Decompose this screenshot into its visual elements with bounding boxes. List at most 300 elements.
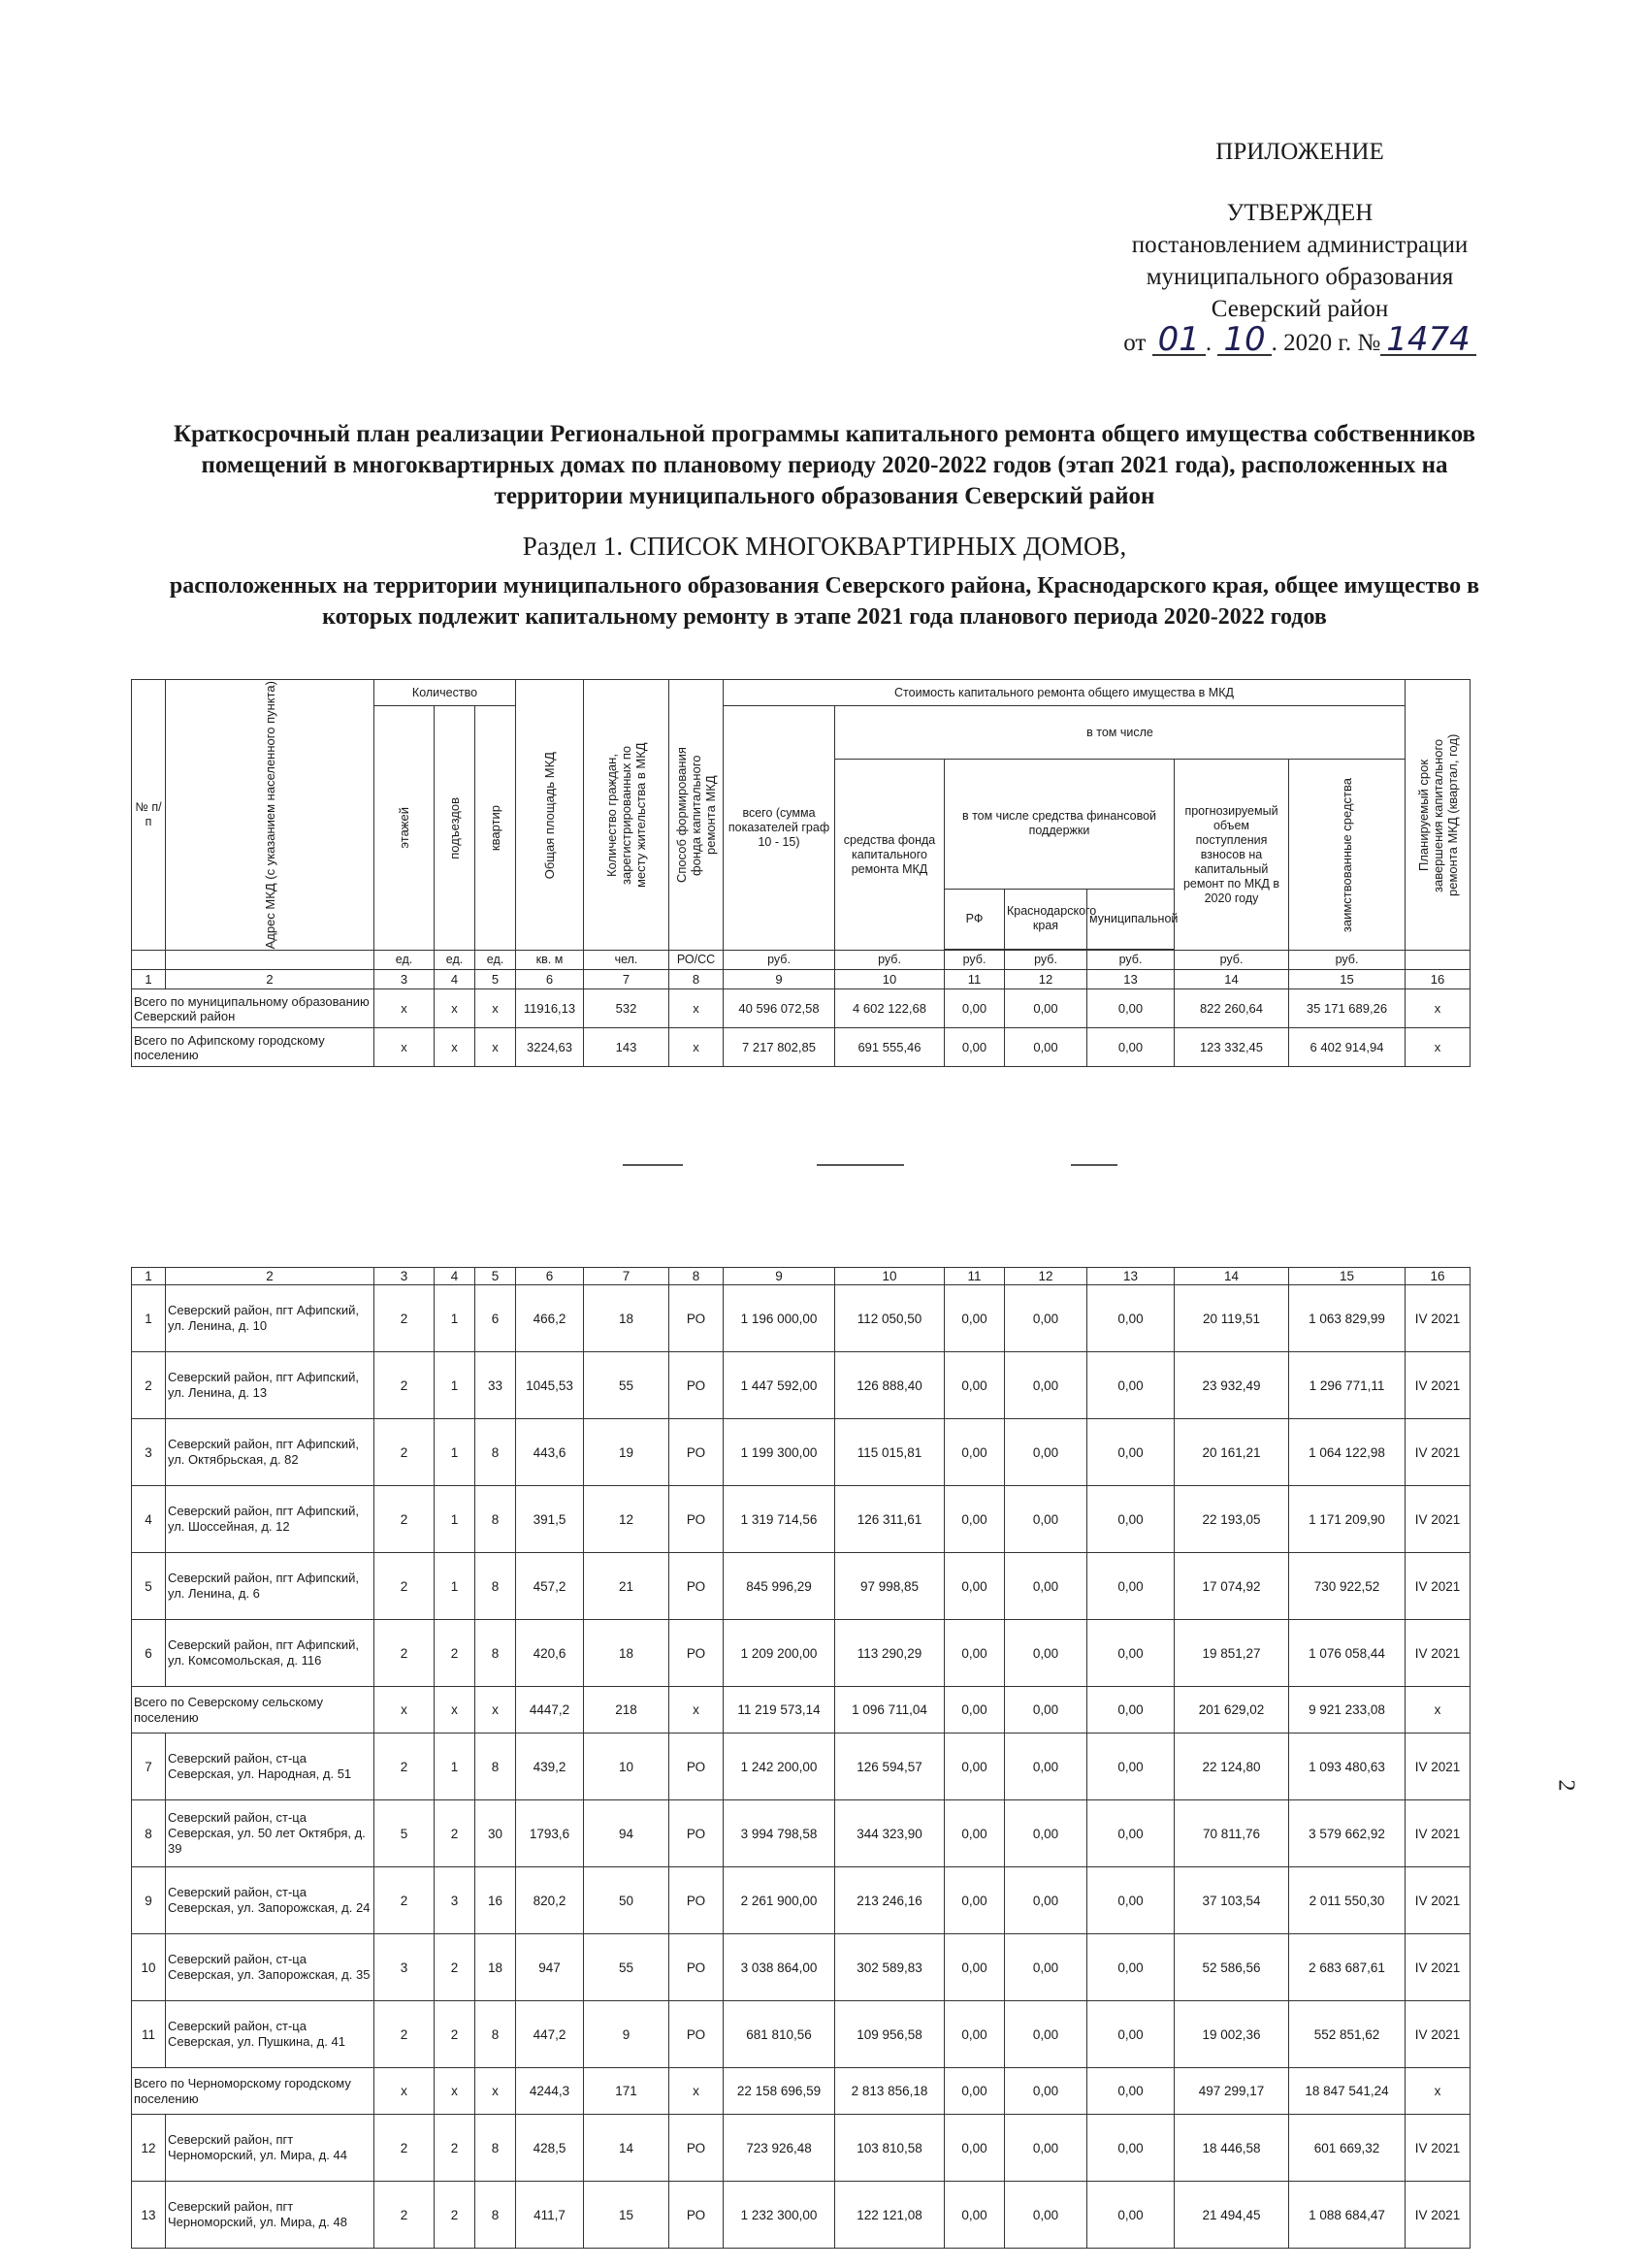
table-cell: 0,00 [945, 1620, 1005, 1687]
table-cell: 9 [584, 2001, 669, 2068]
table-cell: 19 851,27 [1175, 1620, 1289, 1687]
table-cell: 126 311,61 [835, 1486, 945, 1553]
header-entrances-text: подъездов [447, 796, 462, 859]
table-cell: 302 589,83 [835, 1934, 945, 2001]
address-cell: Северский район, ст-ца Северская, ул. Запорожская, д. 24 [166, 1867, 374, 1934]
table-cell: 344 323,90 [835, 1800, 945, 1867]
row-number: 13 [132, 2182, 166, 2249]
table-cell: 123 332,45 [1175, 1028, 1289, 1067]
table-cell: 18 [584, 1620, 669, 1687]
subtotal-label: Всего по Черноморскому городскому поселению [132, 2068, 374, 2115]
address-cell: Северский район, ст-ца Северская, ул. Народная, д. 51 [166, 1733, 374, 1800]
table-cell: 0,00 [1087, 1419, 1175, 1486]
table-cell: 2 [374, 1867, 435, 1934]
table-cell: 4 602 122,68 [835, 989, 945, 1028]
table-cell: 126 888,40 [835, 1352, 945, 1419]
table-cell: 457,2 [516, 1553, 584, 1620]
table-cell: x [435, 2068, 475, 2115]
address-cell: Северский район, ст-ца Северская, ул. Пушкина, д. 41 [166, 2001, 374, 2068]
column-number-cell: 11 [945, 1268, 1005, 1285]
header-area-text: Общая площадь МКД [542, 751, 557, 879]
table-cell: 0,00 [1087, 1285, 1175, 1352]
table-cell: 0,00 [1005, 1800, 1087, 1867]
address-cell: Северский район, пгт Афипский, ул. Октябрьская, д. 82 [166, 1419, 374, 1486]
table-cell: 2 [435, 2001, 475, 2068]
header-total-cost: всего (сумма показателей граф 10 - 15) [724, 706, 835, 951]
table-cell: РО [669, 1620, 724, 1687]
table-cell: 0,00 [1005, 2115, 1087, 2182]
table-cell: 2 [435, 1620, 475, 1687]
table-cell: 112 050,50 [835, 1285, 945, 1352]
table-cell: РО [669, 1553, 724, 1620]
column-number-cell: 4 [435, 1268, 475, 1285]
table-cell: 0,00 [945, 1486, 1005, 1553]
column-numbers-row [132, 970, 1471, 989]
table-cell: 2 [374, 1620, 435, 1687]
table-cell: 3 579 662,92 [1289, 1800, 1406, 1867]
column-number-cell: 13 [1087, 1268, 1175, 1285]
table-cell: РО [669, 1419, 724, 1486]
summary-row [132, 989, 1471, 1028]
column-number-cell: 14 [1175, 1268, 1289, 1285]
table-cell: 1 096 711,04 [835, 1687, 945, 1733]
table-row [132, 1553, 1471, 1620]
table-cell: 820,2 [516, 1867, 584, 1934]
header-residents-text: Количество граждан, зарегистрированных по месту жительства в МКД [604, 742, 648, 888]
table-cell: 532 [584, 989, 669, 1028]
table-cell: IV 2021 [1406, 1867, 1471, 1934]
table-cell: 0,00 [1005, 1687, 1087, 1733]
unit-cell: РО/СС [669, 951, 724, 970]
header-address-text: Адрес МКД (с указанием населенного пункта) [262, 681, 277, 950]
table-row [132, 1620, 1471, 1687]
table-cell: x [475, 989, 516, 1028]
table-cell: 2 [374, 1352, 435, 1419]
table-cell: 0,00 [1087, 2001, 1175, 2068]
table-cell: 1 [435, 1733, 475, 1800]
table-cell: 16 [475, 1867, 516, 1934]
header-fund-method [669, 680, 724, 951]
table-cell: 1 088 684,47 [1289, 2182, 1406, 2249]
address-cell: Северский район, пгт Афипский, ул. Шоссейная, д. 12 [166, 1486, 374, 1553]
column-number-cell: 2 [166, 1268, 374, 1285]
table-cell: 0,00 [945, 1934, 1005, 2001]
address-cell: Северский район, пгт Черноморский, ул. Мира, д. 48 [166, 2182, 374, 2249]
table-cell: 21 [584, 1553, 669, 1620]
table-cell: 2 [374, 1419, 435, 1486]
table-cell: 1 196 000,00 [724, 1285, 835, 1352]
table-cell: 1 209 200,00 [724, 1620, 835, 1687]
table-row [132, 2115, 1471, 2182]
header-cost-group: Стоимость капитального ремонта общего имущества в МКД [724, 680, 1406, 706]
table-cell: 14 [584, 2115, 669, 2182]
units-blank [132, 951, 166, 970]
table-cell: IV 2021 [1406, 1620, 1471, 1687]
table-cell: 0,00 [945, 1800, 1005, 1867]
table-cell: x [1406, 1687, 1471, 1733]
table-cell: 0,00 [945, 1352, 1005, 1419]
header-entrances [435, 706, 475, 951]
table-cell: 11 219 573,14 [724, 1687, 835, 1733]
address-cell: Северский район, ст-ца Северская, ул. 50 лет Октября, д. 39 [166, 1800, 374, 1867]
table-cell: 0,00 [1087, 2115, 1175, 2182]
column-number-cell: 5 [475, 1268, 516, 1285]
section-title: Раздел 1. СПИСОК МНОГОКВАРТИРНЫХ ДОМОВ, [522, 532, 1127, 561]
table-cell: 37 103,54 [1175, 1867, 1289, 1934]
table-cell: 9 921 233,08 [1289, 1687, 1406, 1733]
table-cell: 0,00 [1087, 2182, 1175, 2249]
table-cell: 1 [435, 1419, 475, 1486]
address-cell: Северский район, пгт Афипский, ул. Ленина, д. 6 [166, 1553, 374, 1620]
table-cell: 113 290,29 [835, 1620, 945, 1687]
table-cell: 19 [584, 1419, 669, 1486]
column-number-cell: 6 [516, 1268, 584, 1285]
table-cell: 0,00 [1005, 1419, 1087, 1486]
table-cell: IV 2021 [1406, 2001, 1471, 2068]
table-row [132, 1486, 1471, 1553]
table-cell: 122 121,08 [835, 2182, 945, 2249]
table-cell: x [374, 1028, 435, 1067]
table-cell: 1045,53 [516, 1352, 584, 1419]
table-cell: 845 996,29 [724, 1553, 835, 1620]
table-cell: IV 2021 [1406, 1934, 1471, 2001]
table-cell: 52 586,56 [1175, 1934, 1289, 2001]
table-cell: 11916,13 [516, 989, 584, 1028]
section-subtitle: расположенных на территории муниципального образования Северского района, Краснодарского края, общее имущество в которых подлежит капитальному ремонту в этапе 2021 года планового периода 2020-2022 годов [169, 573, 1480, 630]
approved-label: УТВЕРЖДЕН [1226, 200, 1374, 226]
table-cell: РО [669, 1934, 724, 2001]
row-number: 11 [132, 2001, 166, 2068]
row-number: 9 [132, 1867, 166, 1934]
column-number-cell: 13 [1087, 970, 1175, 989]
table-cell: 2 [435, 1934, 475, 2001]
table-cell: 109 956,58 [835, 2001, 945, 2068]
table-cell: 18 [584, 1285, 669, 1352]
table-cell: 22 193,05 [1175, 1486, 1289, 1553]
column-number-cell: 15 [1289, 1268, 1406, 1285]
header-including: в том числе [835, 706, 1406, 760]
header-apartments-text: квартир [488, 805, 502, 852]
header-borrowed-text: заимствованные средства [1340, 777, 1354, 932]
column-number-cell: 9 [724, 970, 835, 989]
table-cell: 50 [584, 1867, 669, 1934]
approval-line-2: муниципального образования [1146, 264, 1454, 290]
address-cell: Северский район, ст-ца Северская, ул. Запорожская, д. 35 [166, 1934, 374, 2001]
table-cell: 3 [374, 1934, 435, 2001]
column-number-cell: 12 [1005, 1268, 1087, 1285]
table-cell: IV 2021 [1406, 1733, 1471, 1800]
table-cell: 12 [584, 1486, 669, 1553]
table-cell: 0,00 [1087, 1867, 1175, 1934]
header-municipal: муниципальной [1087, 889, 1175, 949]
table-cell: IV 2021 [1406, 2115, 1471, 2182]
table-cell: 143 [584, 1028, 669, 1067]
table-cell: 126 594,57 [835, 1733, 945, 1800]
header-borrowed [1289, 760, 1406, 951]
table-cell: 0,00 [945, 1553, 1005, 1620]
table-cell: 18 446,58 [1175, 2115, 1289, 2182]
table-cell: 0,00 [1005, 1285, 1087, 1352]
table-cell: x [475, 1687, 516, 1733]
table-cell: 0,00 [1087, 1687, 1175, 1733]
table-cell: 0,00 [1087, 1553, 1175, 1620]
table-cell: 1 [435, 1486, 475, 1553]
column-number-cell: 2 [166, 970, 374, 989]
table-cell: 10 [584, 1733, 669, 1800]
table-row [132, 1800, 1471, 1867]
row-number: 1 [132, 1285, 166, 1352]
subtotal-label: Всего по Северскому сельскому поселению [132, 1687, 374, 1733]
table-cell: 2 [435, 2115, 475, 2182]
date-prefix: от [1123, 330, 1147, 356]
column-number-cell: 6 [516, 970, 584, 989]
table-cell: 1 171 209,90 [1289, 1486, 1406, 1553]
unit-cell: кв. м [516, 951, 584, 970]
approval-block [1096, 136, 1504, 359]
table-cell: x [669, 1687, 724, 1733]
table-cell: 0,00 [1005, 2182, 1087, 2249]
address-cell: Северский район, пгт Черноморский, ул. Мира, д. 44 [166, 2115, 374, 2182]
date-year: 2020 г. [1283, 330, 1352, 356]
table-cell: x [475, 1028, 516, 1067]
table-cell: 20 119,51 [1175, 1285, 1289, 1352]
header-residents [584, 680, 669, 951]
table-cell: 0,00 [1087, 989, 1175, 1028]
table-cell: 21 494,45 [1175, 2182, 1289, 2249]
table-cell: РО [669, 1352, 724, 1419]
table-cell: 947 [516, 1934, 584, 2001]
table-cell: 411,7 [516, 2182, 584, 2249]
header-deadline [1406, 680, 1471, 951]
table-cell: РО [669, 2115, 724, 2182]
table-cell: x [669, 989, 724, 1028]
table-cell: РО [669, 2182, 724, 2249]
table-cell: 2 [374, 1285, 435, 1352]
table-cell: 8 [475, 1620, 516, 1687]
column-number-cell: 10 [835, 970, 945, 989]
table-cell: 0,00 [1087, 1934, 1175, 2001]
table-cell: 0,00 [945, 2182, 1005, 2249]
table-cell: 18 847 541,24 [1289, 2068, 1406, 2115]
row-number: 2 [132, 1352, 166, 1419]
table-cell: 1 447 592,00 [724, 1352, 835, 1419]
unit-cell: руб. [1289, 951, 1406, 970]
table-cell: 8 [475, 2182, 516, 2249]
address-cell: Северский район, пгт Афипский, ул. Комсомольская, д. 116 [166, 1620, 374, 1687]
table-cell: 1 063 829,99 [1289, 1285, 1406, 1352]
column-number-cell: 9 [724, 1268, 835, 1285]
header-floors-text: этажей [397, 807, 411, 849]
table-cell: 2 [435, 1800, 475, 1867]
column-numbers-row [132, 1268, 1471, 1285]
summary-label: Всего по муниципальному образованию Северский район [132, 989, 374, 1028]
table-cell: 1 064 122,98 [1289, 1419, 1406, 1486]
table-cell: 0,00 [945, 989, 1005, 1028]
column-number-cell: 4 [435, 970, 475, 989]
header-forecast: прогнозируемый объем поступления взносов на капитальный ремонт по МКД в 2020 году [1175, 760, 1289, 951]
table-cell: 22 124,80 [1175, 1733, 1289, 1800]
table-cell: x [669, 1028, 724, 1067]
table-cell: 681 810,56 [724, 2001, 835, 2068]
header-floors [374, 706, 435, 951]
table-cell: 2 [374, 2001, 435, 2068]
table-cell: 601 669,32 [1289, 2115, 1406, 2182]
table-cell: 1 [435, 1553, 475, 1620]
table-cell: 3 994 798,58 [724, 1800, 835, 1867]
table-cell: 0,00 [1005, 2068, 1087, 2115]
table-cell: 94 [584, 1800, 669, 1867]
table-cell: 0,00 [1005, 1867, 1087, 1934]
table-cell: 1 296 771,11 [1289, 1352, 1406, 1419]
approval-line-3: Северский район [1211, 296, 1389, 322]
separator-dash [1071, 1164, 1117, 1166]
summary-label: Всего по Афипскому городскому поселению [132, 1028, 374, 1067]
column-number-cell: 3 [374, 970, 435, 989]
table-cell: 4244,3 [516, 2068, 584, 2115]
table-cell: 8 [475, 1553, 516, 1620]
table-cell: 447,2 [516, 2001, 584, 2068]
table-cell: 822 260,64 [1175, 989, 1289, 1028]
column-number-cell: 11 [945, 970, 1005, 989]
unit-cell: руб. [724, 951, 835, 970]
table-row [132, 2001, 1471, 2068]
table-cell: 439,2 [516, 1733, 584, 1800]
column-number-cell: 16 [1406, 970, 1471, 989]
table-cell: 0,00 [1087, 2068, 1175, 2115]
table-cell: 23 932,49 [1175, 1352, 1289, 1419]
table-cell: 0,00 [1087, 1352, 1175, 1419]
table-cell: IV 2021 [1406, 2182, 1471, 2249]
address-cell: Северский район, пгт Афипский, ул. Ленина, д. 10 [166, 1285, 374, 1352]
header-support: в том числе средства финансовой поддержки [945, 760, 1175, 890]
table-cell: 0,00 [1087, 1733, 1175, 1800]
table-cell: 0,00 [945, 1733, 1005, 1800]
table-cell: 391,5 [516, 1486, 584, 1553]
table-cell: 2 [374, 2182, 435, 2249]
houses-summary-table [131, 679, 1471, 1067]
table-cell: 8 [475, 1419, 516, 1486]
header-num: № п/п [132, 680, 166, 951]
table-cell: 3 [435, 1867, 475, 1934]
table-cell: 18 [475, 1934, 516, 2001]
page-number: 2 [1553, 1779, 1579, 1792]
table-cell: 17 074,92 [1175, 1553, 1289, 1620]
table-row [132, 2182, 1471, 2249]
table-cell: 0,00 [945, 1028, 1005, 1067]
table-cell: 213 246,16 [835, 1867, 945, 1934]
row-number: 7 [132, 1733, 166, 1800]
table-cell: x [475, 2068, 516, 2115]
table-cell: 1 [435, 1285, 475, 1352]
table-row [132, 1934, 1471, 2001]
unit-cell: руб. [945, 951, 1005, 970]
row-number: 3 [132, 1419, 166, 1486]
table-cell: 3224,63 [516, 1028, 584, 1067]
table-cell: 171 [584, 2068, 669, 2115]
table-cell: 1 [435, 1352, 475, 1419]
table-cell: 0,00 [1005, 1733, 1087, 1800]
row-number: 8 [132, 1800, 166, 1867]
table-cell: IV 2021 [1406, 1800, 1471, 1867]
table-cell: x [435, 1687, 475, 1733]
table-cell: 2 [374, 2115, 435, 2182]
table-cell: 55 [584, 1352, 669, 1419]
table-cell: 6 [475, 1285, 516, 1352]
column-number-cell: 7 [584, 1268, 669, 1285]
subtotal-row [132, 1687, 1471, 1733]
unit-cell: руб. [1175, 951, 1289, 970]
table-cell: 115 015,81 [835, 1419, 945, 1486]
table-cell: 497 299,17 [1175, 2068, 1289, 2115]
table-cell: IV 2021 [1406, 1553, 1471, 1620]
column-number-cell: 8 [669, 1268, 724, 1285]
table-cell: 420,6 [516, 1620, 584, 1687]
unit-cell: руб. [1087, 951, 1175, 970]
address-cell: Северский район, пгт Афипский, ул. Ленина, д. 13 [166, 1352, 374, 1419]
table-cell: 70 811,76 [1175, 1800, 1289, 1867]
table-cell: 1 242 200,00 [724, 1733, 835, 1800]
header-area [516, 680, 584, 951]
table-row [132, 1733, 1471, 1800]
approval-line-1: постановлением администрации [1131, 232, 1469, 258]
table-cell: 5 [374, 1800, 435, 1867]
table-cell: РО [669, 2001, 724, 2068]
table-row [132, 1419, 1471, 1486]
table-cell: РО [669, 1285, 724, 1352]
document-title: Краткосрочный план реализации Региональной программы капитального ремонта общего имущества собственников помещений в многоквартирных домах по плановому периоду 2020-2022 годов (этап 2021 года), расположенных на территории муниципального образования Северский район [174, 421, 1475, 509]
table-cell: 552 851,62 [1289, 2001, 1406, 2068]
column-number-cell: 15 [1289, 970, 1406, 989]
table-row [132, 1285, 1471, 1352]
table-cell: 15 [584, 2182, 669, 2249]
row-number: 10 [132, 1934, 166, 2001]
unit-cell: ед. [374, 951, 435, 970]
appendix-label: ПРИЛОЖЕНИЕ [1215, 139, 1384, 165]
table-cell: 218 [584, 1687, 669, 1733]
table-cell: 2 261 900,00 [724, 1867, 835, 1934]
table-cell: 8 [475, 1486, 516, 1553]
units-blank [166, 951, 374, 970]
table-cell: 1 093 480,63 [1289, 1733, 1406, 1800]
row-number: 4 [132, 1486, 166, 1553]
table-cell: 7 217 802,85 [724, 1028, 835, 1067]
table-cell: IV 2021 [1406, 1285, 1471, 1352]
table-cell: 8 [475, 2001, 516, 2068]
table-cell: 723 926,48 [724, 2115, 835, 2182]
header-quantity: Количество [374, 680, 516, 706]
table-cell: 2 [374, 1733, 435, 1800]
table-cell: 0,00 [945, 2001, 1005, 2068]
table-cell: 55 [584, 1934, 669, 2001]
header-address [166, 680, 374, 951]
table-cell: 0,00 [945, 1867, 1005, 1934]
table-cell: IV 2021 [1406, 1352, 1471, 1419]
header-fund-means: средства фонда капитального ремонта МКД [835, 760, 945, 951]
table-cell: x [374, 1687, 435, 1733]
units-blank [1406, 951, 1471, 970]
unit-cell: чел. [584, 951, 669, 970]
table-cell: 0,00 [945, 1285, 1005, 1352]
table-cell: 97 998,85 [835, 1553, 945, 1620]
number-prefix: № [1357, 330, 1381, 356]
table-cell: 691 555,46 [835, 1028, 945, 1067]
table-cell: 2 [374, 1553, 435, 1620]
column-number-cell: 14 [1175, 970, 1289, 989]
table-cell: 466,2 [516, 1285, 584, 1352]
table-cell: IV 2021 [1406, 1419, 1471, 1486]
unit-cell: ед. [435, 951, 475, 970]
subtotal-row [132, 2068, 1471, 2115]
